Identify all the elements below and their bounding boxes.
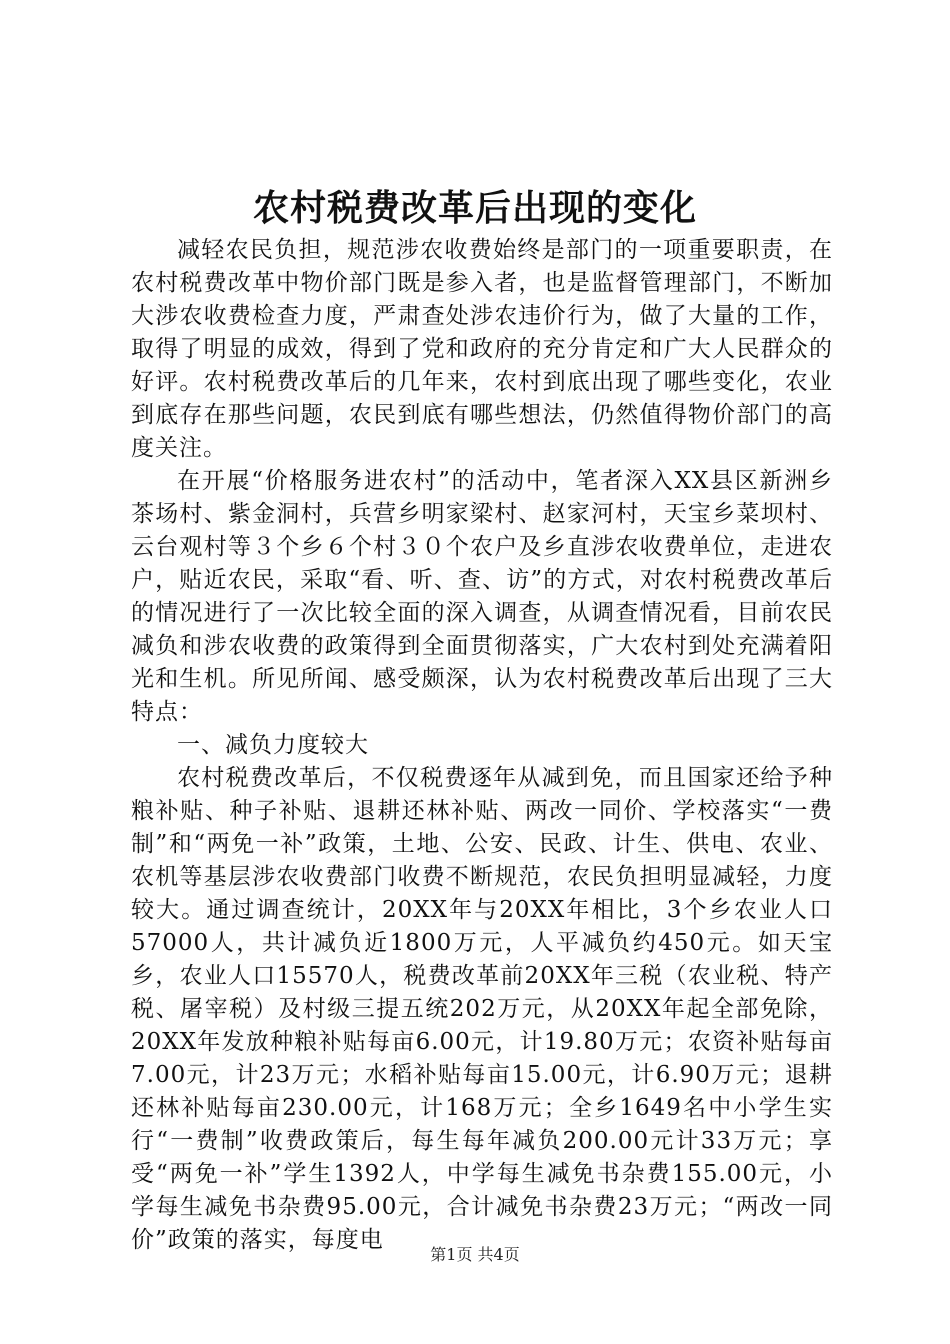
document-title: 农村税费改革后出现的变化 (252, 187, 697, 229)
document-body (131, 234, 833, 1257)
paragraph-intro: 减轻农民负担，规范涉农收费始终是部门的一项重要职责，在农村税费改革中物价部门既是参入者，也是监督管理部门，不断加大涉农收费检查力度，严肃查处涉农违价行为，做了大量的工作，取得了明显的成效，得到了党和政府的充分肯定和广大人民群众的好评。农村税费改革后的几年来，农村到底出现了哪些变化，农业到底存在那些问题，农民到底有哪些想法，仍然值得物价部门的高度关注。 (131, 237, 833, 461)
section-heading-1: 一、减负力度较大 (177, 732, 369, 758)
page-footer: 第1页 共4页 (430, 1245, 520, 1264)
paragraph-survey: 在开展“价格服务进农村”的活动中，笔者深入XX县区新洲乡茶场村、紫金洞村，兵营乡明家梁村、赵家河村，天宝乡菜坝村、云台观村等３个乡６个村３０个农户及乡直涉农收费单位，走进农户，贴近农民，采取“看、听、查、访”的方式，对农村税费改革后的情况进行了一次比较全面的深入调查，从调查情况看，目前农民减负和涉农收费的政策得到全面贯彻落实，广大农村到处充满着阳光和生机。所见所闻、感受颇深，认为农村税费改革后出现了三大特点： (131, 468, 833, 725)
paragraph-reduction-details: 农村税费改革后，不仅税费逐年从减到免，而且国家还给予种粮补贴、种子补贴、退耕还林补贴、两改一同价、学校落实“一费制”和“两免一补”政策，土地、公安、民政、计生、供电、农业、农机等基层涉农收费部门收费不断规范，农民负担明显减轻，力度较大。通过调查统计，20XX年与20XX年相比，3个乡农业人口57000人，共计减负近1800万元，人平减负约450元。如天宝乡，农业人口15570人，税费改革前20XX年三税（农业税、特产税、屠宰税）及村级三提五统202万元，从20XX年起全部免除，20XX年发放种粮补贴每亩6.00元，计19.80万元；农资补贴每亩7.00元，计23万元；水稻补贴每亩15.00元，计6.90万元；退耕还林补贴每亩230.00元，计168万元；全乡1649名中小学生实行“一费制”收费政策后，每生每年减负200.00元计33万元；享受“两免一补”学生1392人，中学每生减免书杂费155.00元，小学每生减免书杂费95.00元，合计减免书杂费23万元；“两改一同价”政策的落实，每度电 (131, 765, 833, 1253)
